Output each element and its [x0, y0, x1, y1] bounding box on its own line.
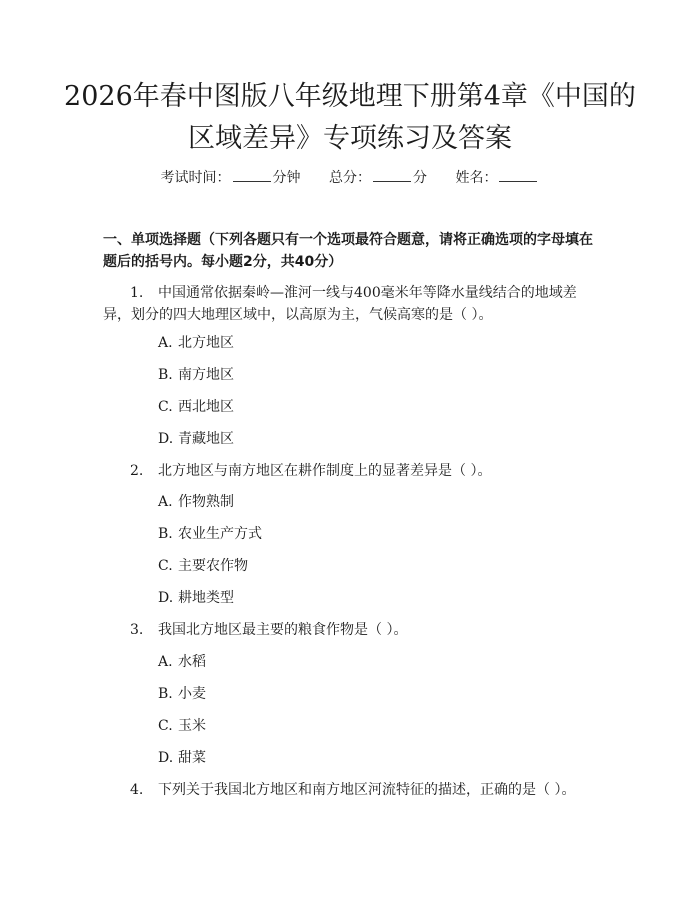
name-field: [455, 167, 539, 188]
question-number: 1.: [130, 285, 144, 301]
option-letter: D.: [158, 431, 174, 447]
option-b: [158, 684, 206, 704]
option-d: [158, 588, 234, 608]
name-label: 姓名：: [455, 170, 498, 186]
option-letter: D.: [158, 590, 174, 606]
exam-info-line: [0, 167, 700, 188]
option-text: 南方地区: [178, 367, 234, 383]
option-text: 西北地区: [178, 399, 234, 415]
option-text: 农业生产方式: [178, 526, 262, 542]
option-text: 青藏地区: [178, 431, 234, 447]
option-letter: B.: [158, 367, 173, 383]
name-blank: [499, 167, 537, 182]
option-text: 耕地类型: [178, 590, 234, 606]
option-letter: A.: [158, 335, 173, 351]
option-b: [158, 524, 262, 544]
option-text: 主要农作物: [178, 558, 248, 574]
option-letter: C.: [158, 718, 173, 734]
option-text: 小麦: [178, 686, 206, 702]
option-b: [158, 365, 234, 385]
question-1: [103, 282, 603, 326]
option-letter: A.: [158, 494, 173, 510]
total-score-unit: 分: [413, 170, 427, 186]
question-number: 4.: [130, 782, 144, 798]
option-letter: B.: [158, 686, 173, 702]
total-score-blank: [373, 167, 411, 182]
option-text: 玉米: [178, 718, 206, 734]
total-score-label: 总分：: [329, 170, 371, 186]
question-2: [103, 460, 603, 482]
option-letter: B.: [158, 526, 173, 542]
question-number: 3.: [130, 622, 144, 638]
option-text: 水稻: [178, 654, 206, 670]
option-a: [158, 333, 234, 353]
question-number: 2.: [130, 463, 144, 479]
option-text: 作物熟制: [178, 494, 234, 510]
question-text: 下列关于我国北方地区和南方地区河流特征的描述，正确的是（ ）。: [158, 782, 576, 798]
question-text: 北方地区与南方地区在耕作制度上的显著差异是（ ）。: [158, 463, 492, 479]
total-score-field: [329, 167, 427, 188]
question-3: [103, 619, 603, 641]
option-text: 北方地区: [178, 335, 234, 351]
option-text: 甜菜: [178, 750, 206, 766]
exam-time-unit: 分钟: [272, 170, 301, 186]
option-letter: A.: [158, 654, 173, 670]
option-a: [158, 492, 234, 512]
exam-time-field: [161, 167, 301, 188]
option-c: [158, 556, 248, 576]
page-title: 2026年春中图版八年级地理下册第4章《中国的区域差异》专项练习及答案: [64, 81, 636, 154]
option-c: [158, 397, 234, 417]
option-c: [158, 716, 206, 736]
section-heading: 一、单项选择题（下列各题只有一个选项最符合题意，请将正确选项的字母填在题后的括号内。每小题2分，共40分）: [103, 232, 593, 270]
option-d: [158, 429, 234, 449]
option-a: [158, 652, 206, 672]
option-letter: C.: [158, 558, 173, 574]
option-d: [158, 748, 206, 768]
question-4: [103, 779, 603, 801]
exam-time-blank: [233, 167, 271, 182]
exam-time-label: 考试时间：: [160, 170, 231, 186]
option-letter: D.: [158, 750, 174, 766]
question-text: 中国通常依据秦岭—淮河一线与400毫米年等降水量线结合的地域差异，划分的四大地理区域中，以高原为主，气候高寒的是（ ）。: [103, 285, 577, 323]
question-text: 我国北方地区最主要的粮食作物是（ ）。: [158, 622, 408, 638]
option-letter: C.: [158, 399, 173, 415]
